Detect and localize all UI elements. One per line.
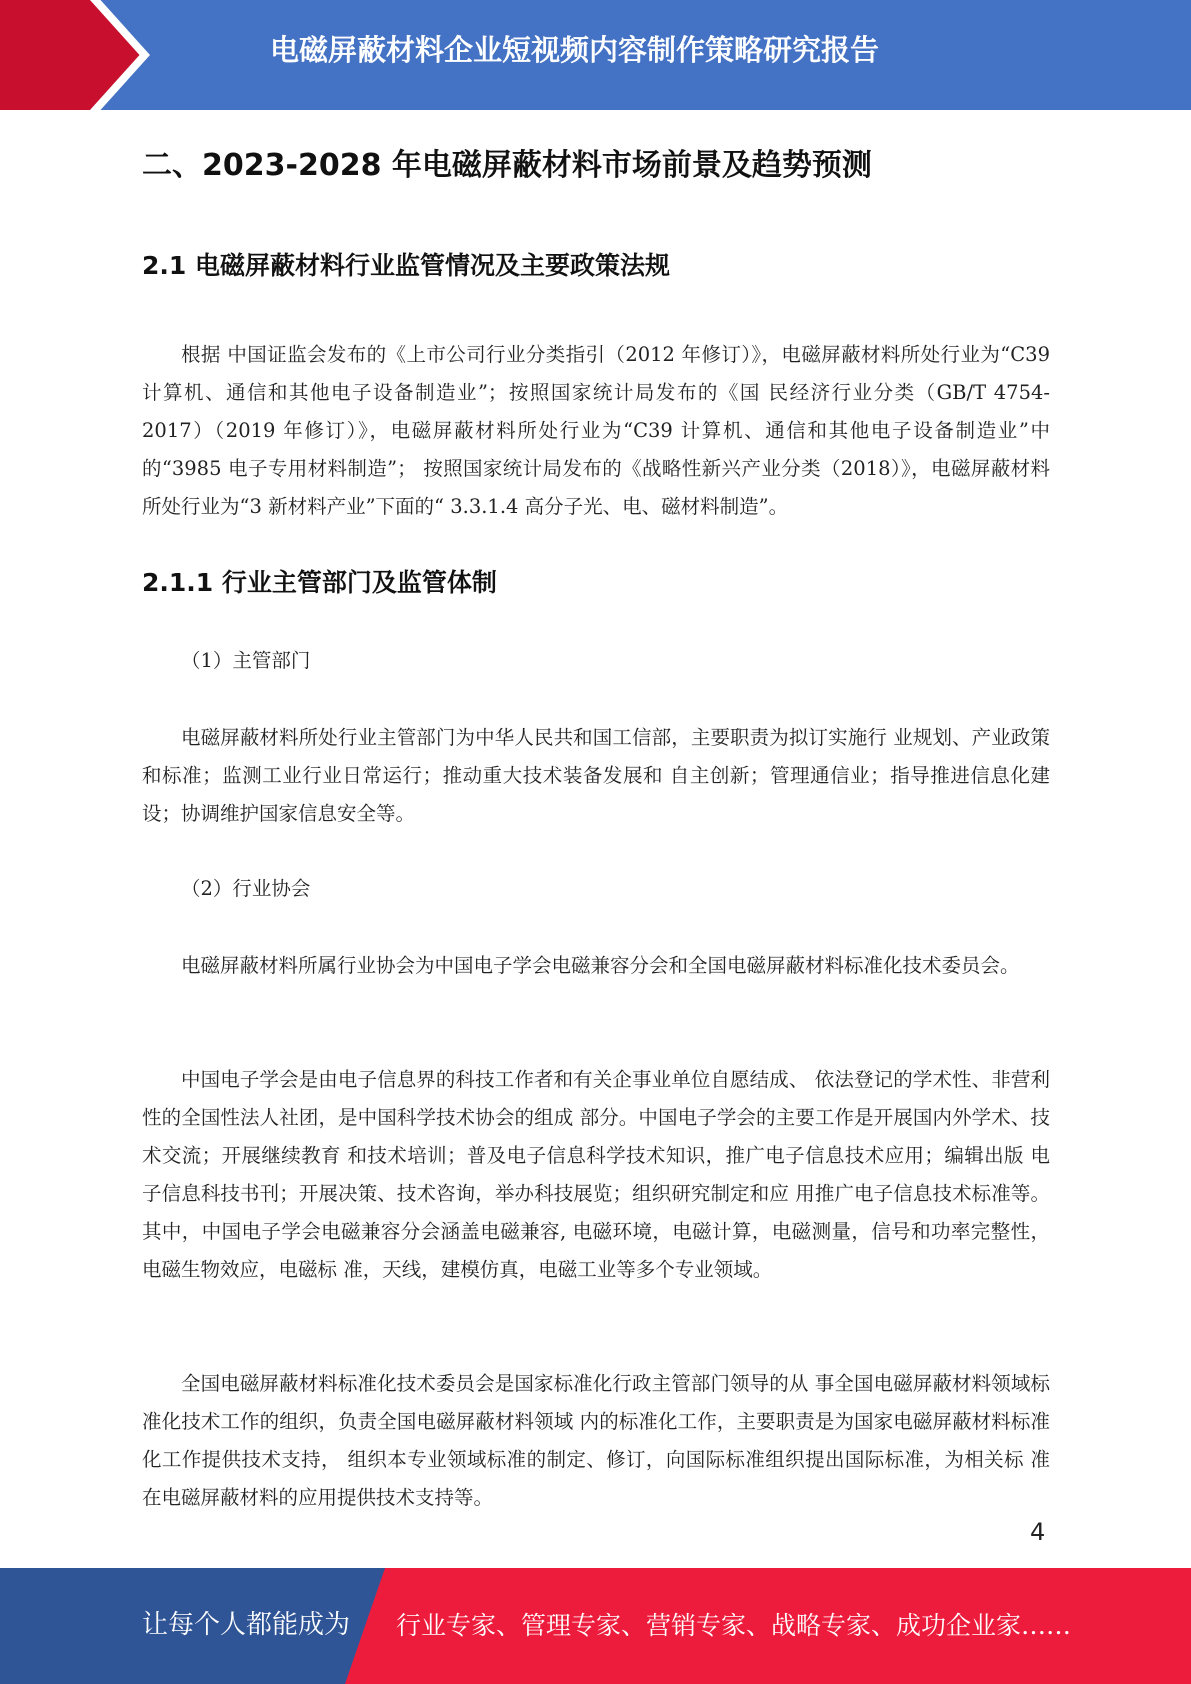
list-item-authority: （1）主管部门: [181, 649, 311, 672]
subsection-heading: 2.1 电磁屏蔽材料行业监管情况及主要政策法规: [142, 251, 670, 280]
report-title: 电磁屏蔽材料企业短视频内容制作策略研究报告: [270, 33, 880, 67]
paragraph-authority: 电磁屏蔽材料所处行业主管部门为中华人民共和国工信部，主要职责为拟订实施行 业规划、产业政策和标准；监测工业行业日常运行；推动重大技术装备发展和 自主创新；管理通信业；指导推进信息化建设；协调维护国家信息安全等。: [142, 726, 1050, 825]
paragraph-association: 电磁屏蔽材料所属行业协会为中国电子学会电磁兼容分会和全国电磁屏蔽材料标准化技术委员会。: [181, 954, 1020, 977]
page-footer: [0, 1568, 1191, 1684]
subsubsection-heading: 2.1.1 行业主管部门及监管体制: [142, 568, 497, 597]
paragraph-industry-classification: 根据 中国证监会发布的《上市公司行业分类指引（2012 年修订）》，电磁屏蔽材料所处行业为“C39 计算机、通信和其他电子设备制造业”；按照国家统计局发布的《国 民经济行业分类（GB/T 4754-2017）（2019 年修订）》，电磁屏蔽材料所处行业为“C39 计算机、通信和其他电子设备制造业”中的“3985 电子专用材料制造”； 按照国家统计局发布的《战略性新兴产业分类（2018）》，电磁屏蔽材料所处行业为“3 新材料产业”下面的“ 3.3.1.4 高分子光、电、磁材料制造”。: [142, 343, 1050, 518]
paragraph-standards-committee: 全国电磁屏蔽材料标准化技术委员会是国家标准化行政主管部门领导的从 事全国电磁屏蔽材料领域标准化技术工作的组织，负责全国电磁屏蔽材料领域 内的标准化工作，主要职责是为国家电磁屏蔽材料标准化工作提供技术支持， 组织本专业领域标准的制定、修订，向国际标准组织提出国际标准，为相关标 准在电磁屏蔽材料的应用提供技术支持等。: [142, 1372, 1050, 1509]
header-red-arrow: [0, 0, 150, 110]
section-heading: 二、2023-2028 年电磁屏蔽材料市场前景及趋势预测: [142, 148, 872, 183]
footer-slogan-left: 让每个人都能成为: [142, 1610, 351, 1640]
paragraph-cie: 中国电子学会是由电子信息界的科技工作者和有关企事业单位自愿结成、 依法登记的学术性、非营利性的全国性法人社团，是中国科学技术协会的组成 部分。中国电子学会的主要工作是开展国内外学术、技术交流；开展继续教育 和技术培训；普及电子信息科学技术知识，推广电子信息技术应用；编辑出版 电子信息科技书刊；开展决策、技术咨询，举办科技展览；组织研究制定和应 用推广电子信息技术标准等。其中，中国电子学会电磁兼容分会涵盖电磁兼容, 电磁环境，电磁计算，电磁测量，信号和功率完整性，电磁生物效应，电磁标 准，天线，建模仿真，电磁工业等多个专业领域。: [142, 1068, 1050, 1281]
list-item-association: （2）行业协会: [181, 877, 311, 900]
page-number: 4: [1030, 1518, 1046, 1546]
footer-slogan-right: 行业专家、管理专家、营销专家、战略专家、成功企业家……: [396, 1611, 1072, 1640]
page-header: [0, 0, 1191, 110]
